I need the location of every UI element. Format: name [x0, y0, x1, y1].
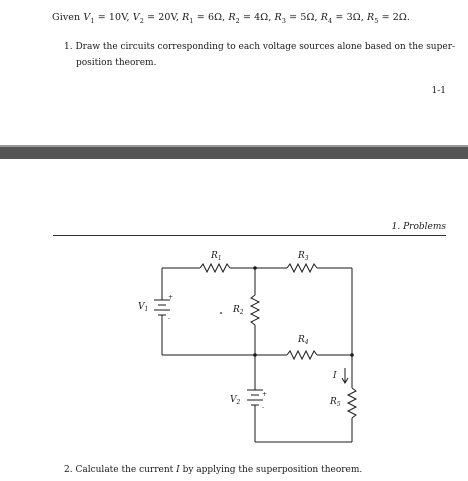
given-value: 2Ω: [392, 12, 407, 23]
label-r2: $R_2$: [233, 305, 244, 316]
question-1-text: Draw the circuits corresponding to each voltage sources alone based on the super-: [75, 42, 456, 52]
resistor-r3-icon: [287, 264, 317, 272]
given-lead: Given: [52, 12, 81, 23]
question-2-symbol: I: [176, 465, 180, 475]
page-number: 1-1: [431, 86, 446, 96]
battery-v2-icon: [247, 390, 263, 405]
given-equals: =: [378, 12, 393, 23]
given-value: 20V: [158, 12, 176, 23]
label-v2: $V_2$: [230, 395, 241, 406]
given-symbol: V: [83, 12, 91, 23]
question-2-text-after: by applying the superposition theorem.: [182, 465, 363, 475]
question-2-number: 2.: [64, 465, 73, 475]
given-equals: =: [193, 12, 208, 23]
question-1-continuation: position theorem.: [76, 58, 157, 68]
label-r1: $R_1$: [211, 251, 222, 262]
given-value: 10V: [108, 12, 127, 23]
current-arrow-icon: [342, 368, 348, 383]
given-symbol: R: [274, 12, 282, 23]
v2-plus-sign: +: [262, 391, 268, 398]
given-value: 4Ω: [254, 12, 269, 23]
v2-minus-sign: -: [262, 404, 265, 411]
resistor-r5-icon: [348, 388, 356, 418]
question-2-text-before: Calculate the current: [75, 465, 174, 475]
given-subscript: 2: [235, 16, 240, 25]
given-symbol: R: [320, 12, 328, 23]
junction-node-top: [253, 266, 257, 270]
given-subscript: 5: [374, 16, 379, 25]
label-r3: $R_3$: [298, 251, 309, 262]
given-subscript: 3: [281, 16, 287, 25]
battery-v1-icon: [154, 300, 170, 315]
label-r5: $R_5$: [330, 397, 341, 408]
question-1-number: 1.: [64, 42, 73, 52]
given-symbol: R: [182, 12, 190, 23]
given-equals: =: [94, 12, 109, 23]
given-equals: =: [332, 12, 347, 23]
given-values: $V_1 = 10V$, $V_2 = 20V$, $R_1 = 6\Omega$, $R_2 = 4\Omega$, $R_3 = 5\Omega$, $R_4 = 3\Omega$, $R_5 = 2\Omega$.: [83, 12, 411, 25]
resistor-r4-icon: [287, 351, 317, 359]
given-value: 5Ω: [300, 12, 315, 23]
label-r4: $R_4$: [298, 335, 309, 346]
given-equals: =: [286, 12, 301, 23]
given-subscript: 1: [189, 16, 194, 25]
given-equals: =: [143, 12, 159, 23]
v1-minus-sign: -: [168, 315, 171, 322]
label-current-i: I: [333, 371, 337, 381]
given-subscript: 4: [328, 16, 333, 25]
given-value: 3Ω: [346, 12, 361, 23]
given-subscript: 1: [90, 16, 95, 25]
label-v1: $V_1$: [138, 302, 149, 313]
given-equals: =: [239, 12, 255, 23]
junction-node-middle: [253, 353, 257, 357]
given-symbol: V: [132, 12, 140, 23]
given-value: 6Ω: [207, 12, 223, 23]
stray-dot: [220, 312, 222, 314]
resistor-r1-icon: [200, 264, 230, 272]
given-subscript: 2: [139, 16, 144, 25]
resistor-r2-icon: [251, 295, 259, 325]
section-header: 1. Problems: [391, 222, 446, 232]
given-symbol: R: [366, 12, 375, 23]
junction-node-right: [350, 353, 354, 357]
given-symbol: R: [228, 12, 236, 23]
question-2: [64, 465, 362, 475]
v1-plus-sign: +: [168, 294, 174, 301]
